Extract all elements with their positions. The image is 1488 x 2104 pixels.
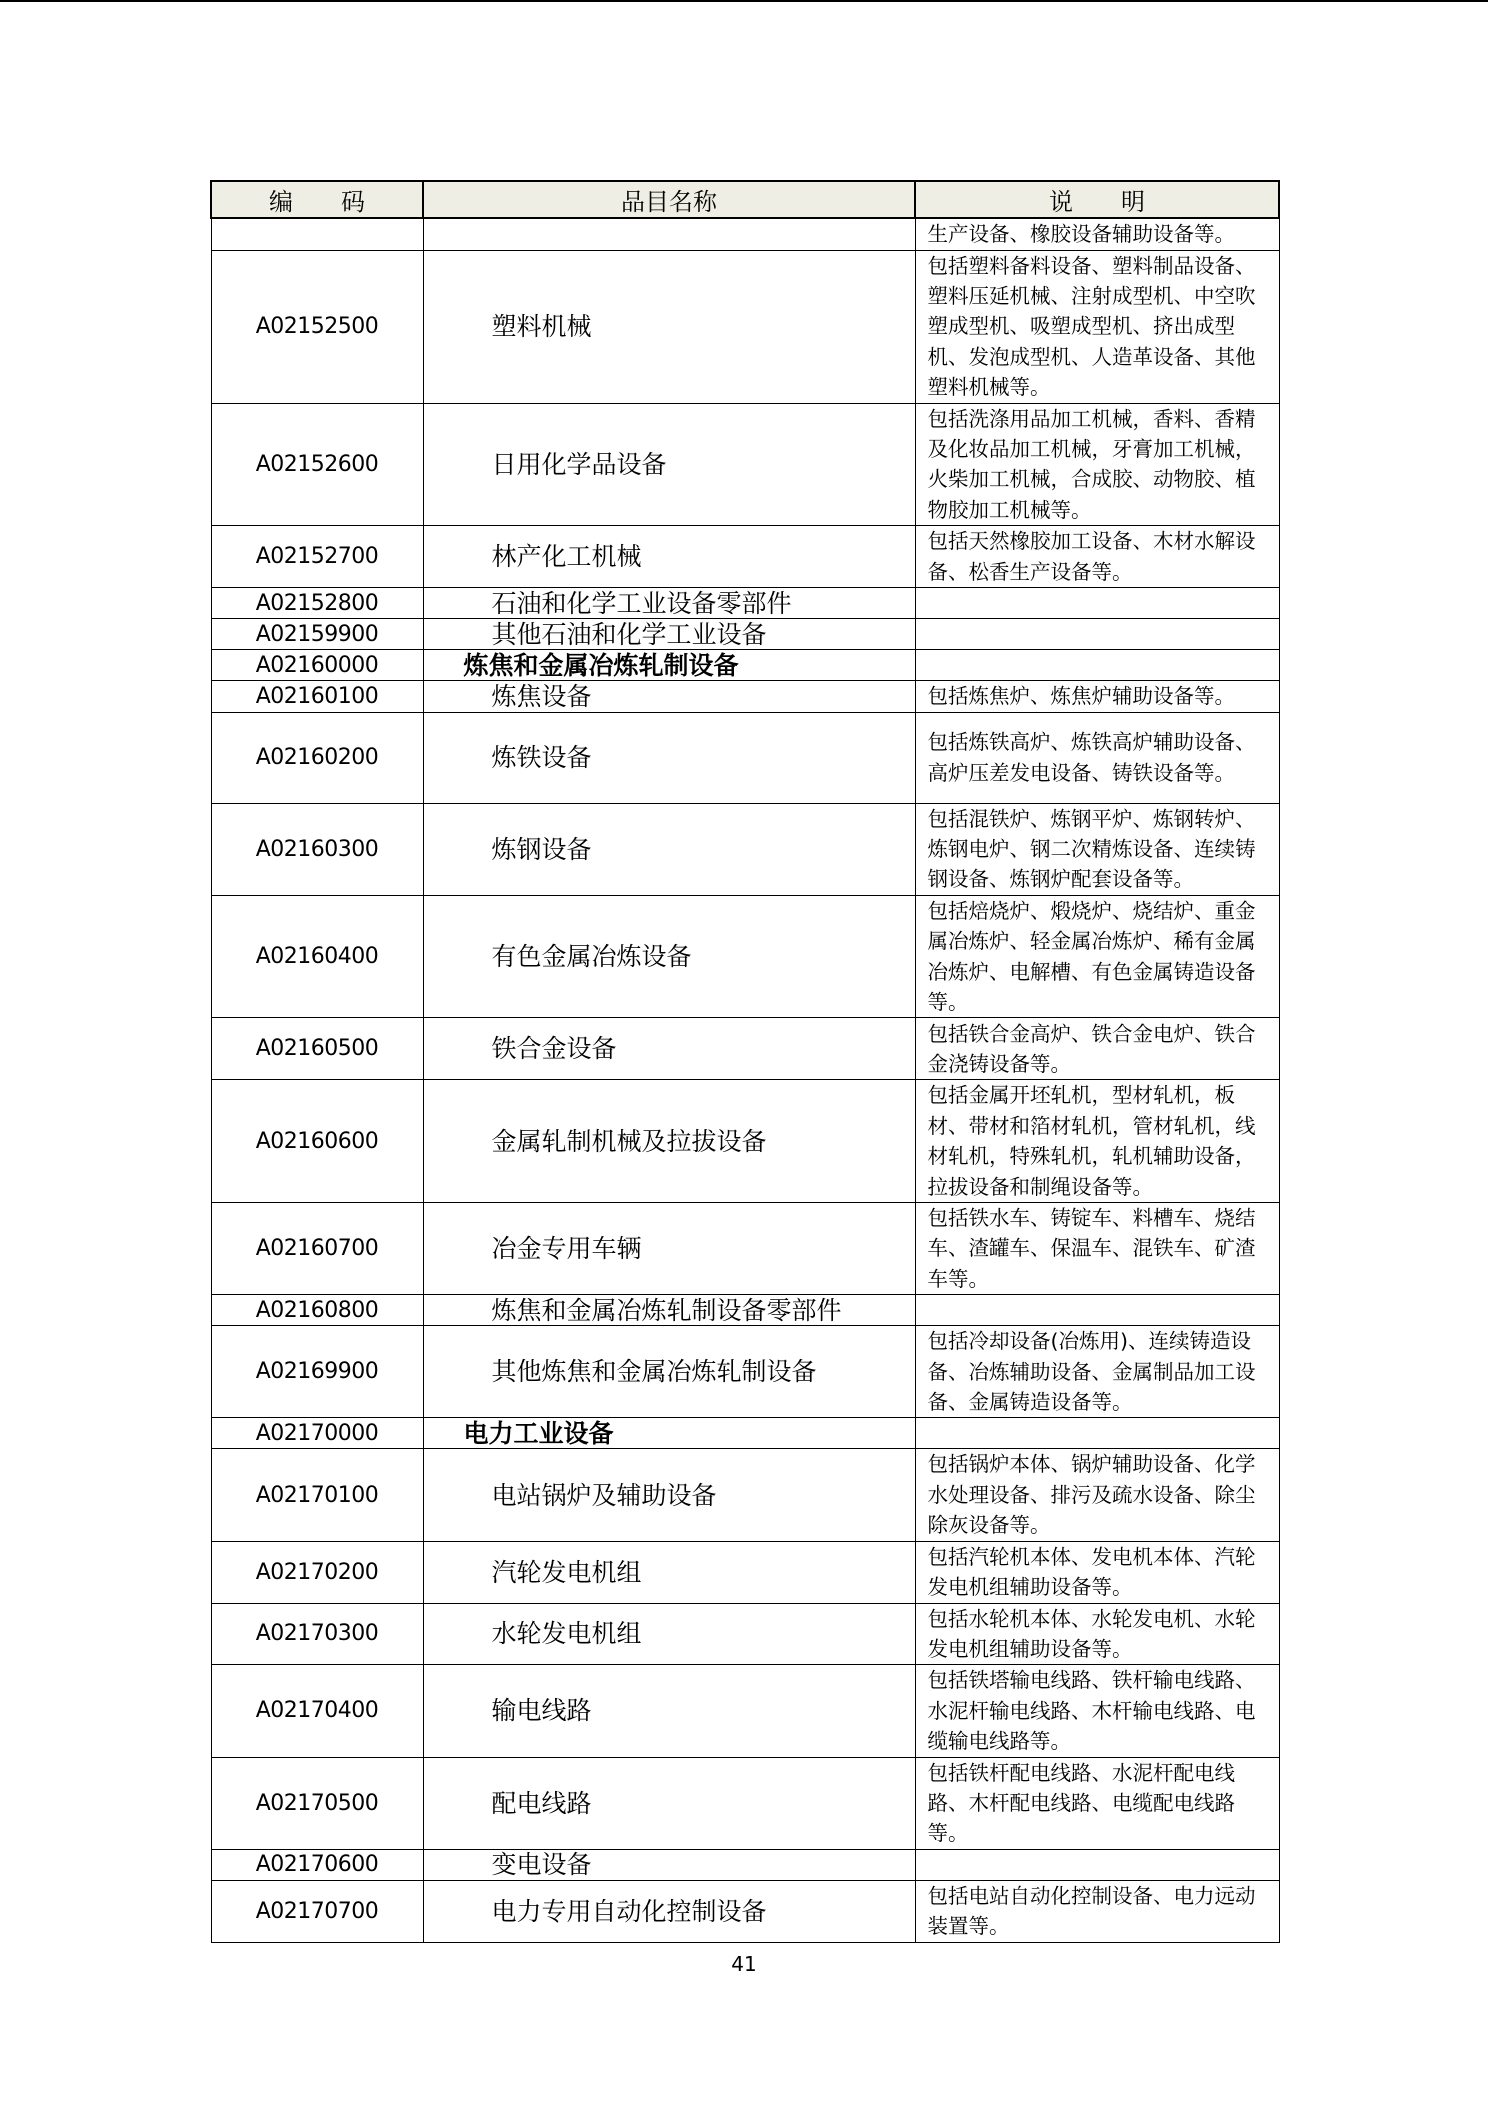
header-code: 编 码 xyxy=(211,181,423,218)
table-row xyxy=(211,1080,1279,1203)
table-row xyxy=(211,895,1279,1018)
item-code: A02170400 xyxy=(211,1665,423,1757)
table-row xyxy=(211,1849,1279,1880)
item-description: 包括洗涤用品加工机械，香料、香精及化妆品加工机械，牙膏加工机械，火柴加工机械，合成胶、动物胶、植物胶加工机械等。 xyxy=(915,403,1279,526)
item-description: 包括金属开坯轧机，型材轧机，板材、带材和箔材轧机，管材轧机，线材轧机，特殊轧机，轧机辅助设备，拉拔设备和制绳设备等。 xyxy=(915,1080,1279,1203)
item-name: 铁合金设备 xyxy=(423,1018,915,1080)
item-name: 炼铁设备 xyxy=(423,712,915,803)
item-description: 包括铁水车、铸锭车、料槽车、烧结车、渣罐车、保温车、混铁车、矿渣车等。 xyxy=(915,1203,1279,1295)
table-row xyxy=(211,526,1279,588)
item-code xyxy=(211,218,423,250)
item-code: A02160200 xyxy=(211,712,423,803)
table-row xyxy=(211,619,1279,650)
item-code: A02170500 xyxy=(211,1757,423,1849)
item-code: A02160700 xyxy=(211,1203,423,1295)
item-description xyxy=(915,1418,1279,1449)
item-name: 水轮发电机组 xyxy=(423,1603,915,1665)
item-description xyxy=(915,650,1279,681)
item-description: 包括冷却设备(冶炼用)、连续铸造设备、冶炼辅助设备、金属制品加工设备、金属铸造设备等。 xyxy=(915,1326,1279,1418)
item-code: A02160100 xyxy=(211,681,423,712)
item-code: A02160500 xyxy=(211,1018,423,1080)
item-name: 变电设备 xyxy=(423,1849,915,1880)
item-code: A02159900 xyxy=(211,619,423,650)
item-description: 包括水轮机本体、水轮发电机、水轮发电机组辅助设备等。 xyxy=(915,1603,1279,1665)
item-description: 包括电站自动化控制设备、电力远动装置等。 xyxy=(915,1880,1279,1942)
item-name: 汽轮发电机组 xyxy=(423,1541,915,1603)
table-row xyxy=(211,681,1279,712)
table-row xyxy=(211,803,1279,895)
table-row xyxy=(211,588,1279,619)
table-row xyxy=(211,1757,1279,1849)
item-name: 电力专用自动化控制设备 xyxy=(423,1880,915,1942)
page-number: 41 xyxy=(731,1952,757,1976)
item-name: 炼钢设备 xyxy=(423,803,915,895)
table-row xyxy=(211,403,1279,526)
table-header-row xyxy=(211,181,1279,218)
table-row xyxy=(211,1295,1279,1326)
table-row xyxy=(211,1203,1279,1295)
table-row xyxy=(211,712,1279,803)
item-name: 日用化学品设备 xyxy=(423,403,915,526)
table-row xyxy=(211,650,1279,681)
table-row xyxy=(211,1326,1279,1418)
table-row xyxy=(211,1665,1279,1757)
item-name: 炼焦和金属冶炼轧制设备零部件 xyxy=(423,1295,915,1326)
item-code: A02152700 xyxy=(211,526,423,588)
item-name: 金属轧制机械及拉拔设备 xyxy=(423,1080,915,1203)
category-name: 炼焦和金属冶炼轧制设备 xyxy=(423,650,915,681)
page-top-border xyxy=(0,0,1488,2)
table-row xyxy=(211,1449,1279,1541)
item-name: 林产化工机械 xyxy=(423,526,915,588)
item-description xyxy=(915,1295,1279,1326)
item-name: 其他石油和化学工业设备 xyxy=(423,619,915,650)
item-code: A02160000 xyxy=(211,650,423,681)
item-name: 配电线路 xyxy=(423,1757,915,1849)
item-code: A02170700 xyxy=(211,1880,423,1942)
item-description: 包括铁杆配电线路、水泥杆配电线路、木杆配电线路、电缆配电线路等。 xyxy=(915,1757,1279,1849)
item-code: A02152800 xyxy=(211,588,423,619)
table-row xyxy=(211,250,1279,403)
header-description: 说 明 xyxy=(915,181,1279,218)
item-description: 包括汽轮机本体、发电机本体、汽轮发电机组辅助设备等。 xyxy=(915,1541,1279,1603)
item-code: A02152600 xyxy=(211,403,423,526)
item-name: 输电线路 xyxy=(423,1665,915,1757)
item-code: A02160600 xyxy=(211,1080,423,1203)
item-code: A02152500 xyxy=(211,250,423,403)
item-code: A02160800 xyxy=(211,1295,423,1326)
table-row xyxy=(211,1541,1279,1603)
item-description xyxy=(915,619,1279,650)
item-description xyxy=(915,1849,1279,1880)
table-body xyxy=(211,218,1279,1942)
table-row xyxy=(211,1603,1279,1665)
item-description: 包括铁合金高炉、铁合金电炉、铁合金浇铸设备等。 xyxy=(915,1018,1279,1080)
table-row xyxy=(211,1018,1279,1080)
item-description: 包括焙烧炉、煅烧炉、烧结炉、重金属冶炼炉、轻金属冶炼炉、稀有金属冶炼炉、电解槽、有色金属铸造设备等。 xyxy=(915,895,1279,1018)
item-code: A02160400 xyxy=(211,895,423,1018)
item-name: 有色金属冶炼设备 xyxy=(423,895,915,1018)
catalog-table xyxy=(210,180,1280,1943)
item-description: 包括铁塔输电线路、铁杆输电线路、水泥杆输电线路、木杆输电线路、电缆输电线路等。 xyxy=(915,1665,1279,1757)
item-code: A02170600 xyxy=(211,1849,423,1880)
table-row xyxy=(211,218,1279,250)
item-name: 冶金专用车辆 xyxy=(423,1203,915,1295)
item-code: A02170300 xyxy=(211,1603,423,1665)
item-code: A02170000 xyxy=(211,1418,423,1449)
item-description: 包括塑料备料设备、塑料制品设备、塑料压延机械、注射成型机、中空吹塑成型机、吸塑成型机、挤出成型机、发泡成型机、人造革设备、其他塑料机械等。 xyxy=(915,250,1279,403)
item-code: A02170100 xyxy=(211,1449,423,1541)
item-name: 电站锅炉及辅助设备 xyxy=(423,1449,915,1541)
item-name xyxy=(423,218,915,250)
item-name: 石油和化学工业设备零部件 xyxy=(423,588,915,619)
item-description xyxy=(915,588,1279,619)
header-item-name: 品目名称 xyxy=(423,181,915,218)
item-description: 包括天然橡胶加工设备、木材水解设备、松香生产设备等。 xyxy=(915,526,1279,588)
table-row xyxy=(211,1418,1279,1449)
item-description: 包括炼铁高炉、炼铁高炉辅助设备、高炉压差发电设备、铸铁设备等。 xyxy=(915,712,1279,803)
item-code: A02169900 xyxy=(211,1326,423,1418)
item-name: 其他炼焦和金属冶炼轧制设备 xyxy=(423,1326,915,1418)
item-description: 生产设备、橡胶设备辅助设备等。 xyxy=(915,218,1279,250)
item-description: 包括炼焦炉、炼焦炉辅助设备等。 xyxy=(915,681,1279,712)
item-name: 炼焦设备 xyxy=(423,681,915,712)
table-row xyxy=(211,1880,1279,1942)
item-description: 包括锅炉本体、锅炉辅助设备、化学水处理设备、排污及疏水设备、除尘除灰设备等。 xyxy=(915,1449,1279,1541)
item-code: A02170200 xyxy=(211,1541,423,1603)
item-name: 塑料机械 xyxy=(423,250,915,403)
item-description: 包括混铁炉、炼钢平炉、炼钢转炉、炼钢电炉、钢二次精炼设备、连续铸钢设备、炼钢炉配套设备等。 xyxy=(915,803,1279,895)
item-code: A02160300 xyxy=(211,803,423,895)
category-name: 电力工业设备 xyxy=(423,1418,915,1449)
